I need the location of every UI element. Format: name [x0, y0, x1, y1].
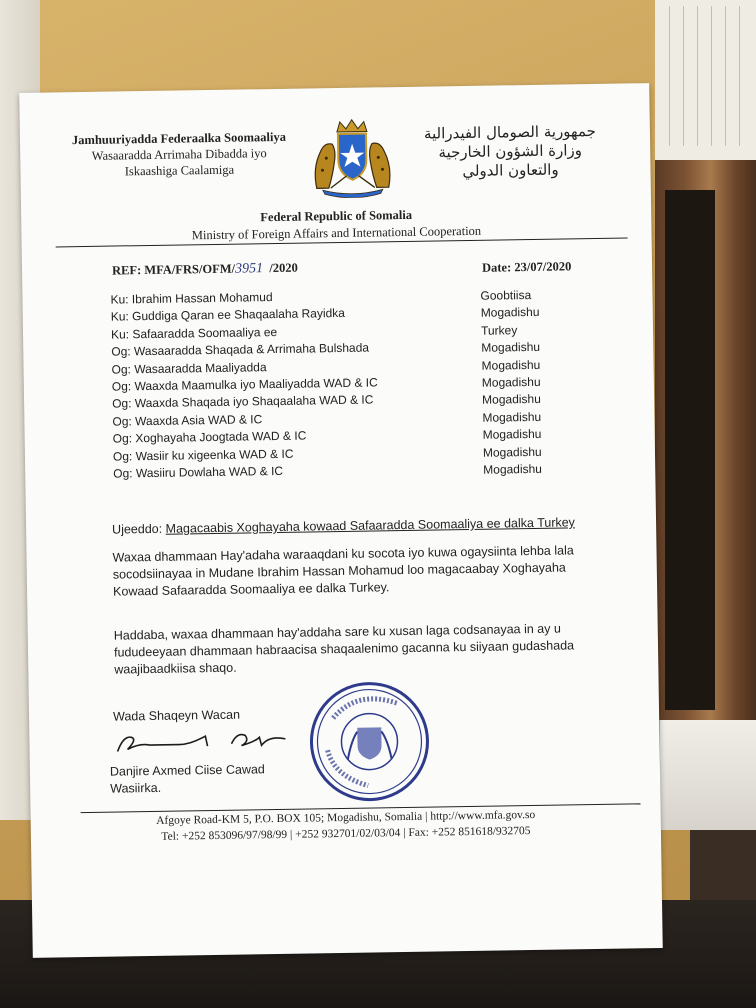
subject-label: Ujeeddo: — [112, 521, 166, 537]
addressee-recipient: Og: Wasaaradda Maaliyadda — [111, 359, 267, 377]
addressee-recipient: Og: Waaxda Shaqada iyo Shaqaalaha WAD & IC — [112, 392, 374, 411]
letter-page — [19, 83, 663, 958]
subject-text: Magacaabis Xoghayaha kowaad Safaaradda Soomaaliya ee dalka Turkey — [165, 515, 575, 536]
letterhead-somali — [72, 129, 287, 180]
somalia-coat-of-arms-icon — [302, 117, 403, 199]
reference-number — [112, 261, 298, 280]
addressee-location: Mogadishu — [482, 409, 542, 425]
reference-handwritten-number: 3951 — [234, 261, 264, 277]
footer-contacts: Tel: +252 853096/97/98/99 | +252 932701/02/03/04 | Fax: +252 851618/932705 — [161, 825, 531, 843]
addressee-location: Mogadishu — [482, 392, 541, 408]
addressee-location: Mogadishu — [482, 427, 542, 442]
ministry-title: Ministry of Foreign Affairs and International Cooperation — [191, 223, 482, 243]
addressee-location: Mogadishu — [480, 305, 540, 321]
signer-block — [110, 761, 265, 797]
addressee-location: Mogadishu — [482, 444, 542, 460]
addressee-location: Mogadishu — [483, 461, 543, 477]
addressee-recipient: Ku: Safaaradda Soomaaliya ee — [110, 324, 278, 342]
addressee-location: Mogadishu — [481, 340, 541, 355]
addressee-location: Goobtiisa — [480, 287, 532, 303]
letterhead-arabic-line-3: والتعاون الدولي — [462, 160, 559, 181]
footer-address: Afgoye Road-KM 5, P.O. BOX 105; Mogadishu, Somalia | http://www.mfa.gov.so — [156, 808, 536, 827]
signer-title: Wasiirka. — [110, 780, 162, 796]
closing-line: Wada Shaqeyn Wacan — [112, 707, 241, 724]
subject-line — [112, 515, 575, 536]
reference-prefix: REF: MFA/FRS/OFM/ — [111, 261, 236, 278]
addressee-recipient: Og: Xoghayaha Joogtada WAD & IC — [112, 428, 307, 446]
signer-name: Danjire Axmed Ciise Cawad — [109, 762, 265, 779]
background-wood-dark — [665, 190, 715, 710]
addressee-location: Mogadishu — [481, 357, 541, 373]
addressee-location: Mogadishu — [481, 374, 541, 390]
letterhead-arabic-line-2: وزارة الشؤون الخارجية — [438, 141, 583, 162]
letterhead-line-3: Iskaashiga Caalamiga — [124, 162, 235, 179]
letterhead-line-2: Wasaaradda Arrimaha Dibadda iyo — [91, 146, 267, 163]
addressee-recipient: Og: Wasiir ku xigeenka WAD & IC — [112, 446, 294, 464]
reference-suffix: /2020 — [269, 260, 298, 276]
handwritten-signature-icon — [109, 721, 300, 760]
letterhead-arabic — [405, 122, 616, 182]
addressee-location: Turkey — [480, 323, 518, 338]
background-right-text — [662, 6, 752, 146]
federal-republic-title: Federal Republic of Somalia — [260, 207, 413, 225]
addressee-recipient: Og: Waaxda Maamulka iyo Maaliyadda WAD & IC — [111, 375, 378, 394]
addressee-recipient: Ku: Ibrahim Hassan Mohamud — [110, 290, 273, 307]
letter-date: Date: 23/07/2020 — [481, 259, 572, 275]
letterhead-line-1: Jamhuuriyadda Federaalka Soomaaliya — [71, 129, 286, 148]
body-paragraph-1: Waxaa dhammaan Hay'adaha waraaqdani ku socota iyo kuwa ogaysiinta lehba lala socodsiinayaa in Mudane Ibrahim Hassan Mohamud loo magacaabay Xoghayaha Kowaad Safaaradda Soomaaliya ee dalka Turkey. — [112, 543, 574, 599]
ministry-seal-icon — [307, 679, 434, 806]
addressee-recipient: Ku: Guddiga Qaran ee Shaqaalaha Rayidka — [110, 306, 346, 324]
background-right-low-paper — [660, 720, 756, 830]
body-paragraph-2: Haddaba, waxaa dhammaan hay'addaha sare ku xusan laga codsanayaa in ay u fududeeyaan dhammaan habraacisa shaqaalenimo gacanna ku siiyaan gudashada waajibaadkiisa shaqo. — [113, 621, 575, 677]
addressee-recipient: Og: Wasaaradda Shaqada & Arrimaha Bulshada — [111, 340, 370, 359]
addressee-recipient: Og: Wasiiru Dowlaha WAD & IC — [113, 463, 284, 481]
addressee-recipient: Og: Waaxda Asia WAD & IC — [112, 412, 263, 429]
letterhead-arabic-line-1: جمهورية الصومال الفيدرالية — [423, 121, 596, 143]
